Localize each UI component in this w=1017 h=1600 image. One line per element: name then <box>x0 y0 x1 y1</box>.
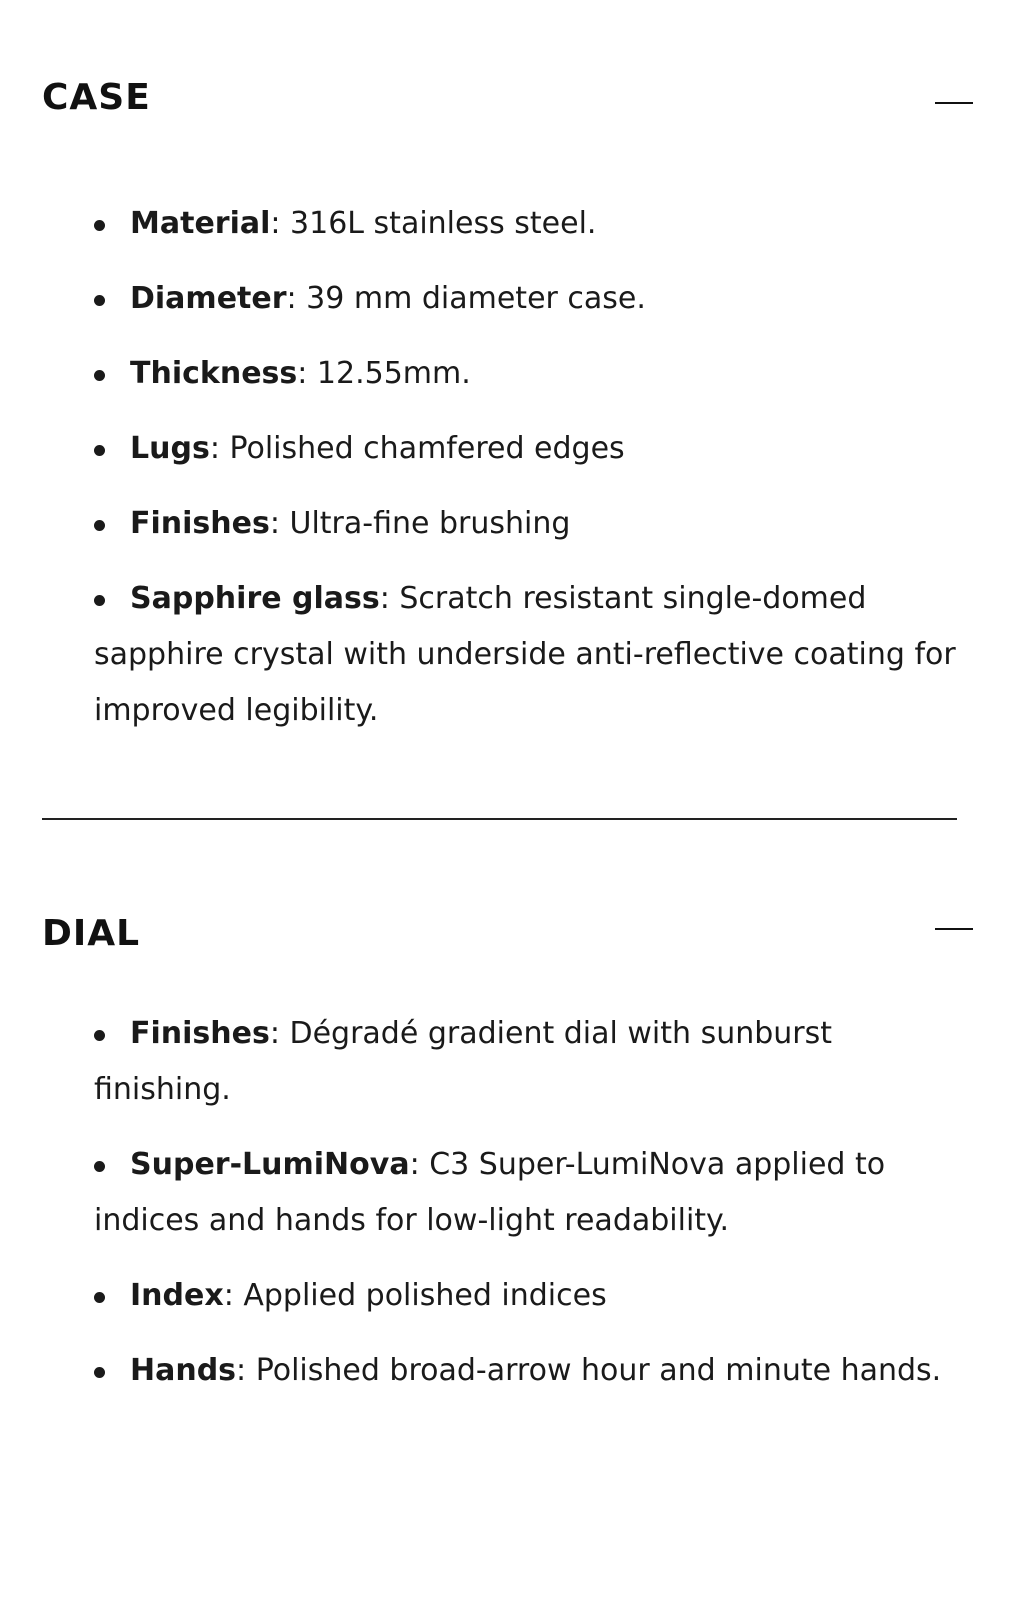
case-section <box>42 0 975 728</box>
spec-key: Index <box>130 1278 224 1313</box>
spec-key: Hands <box>130 1353 237 1388</box>
spec-key: Lugs <box>130 431 210 466</box>
spec-value: : Polished broad-arrow hour and minute hands. <box>236 1353 942 1388</box>
spec-key: Finishes <box>130 506 270 541</box>
spec-item-finishes <box>94 1006 974 1118</box>
spec-key: Thickness <box>130 356 298 391</box>
spec-value: : 12.55mm. <box>297 356 471 391</box>
spec-item-lugs <box>94 421 974 477</box>
section-divider <box>42 818 957 820</box>
dial-collapse-button[interactable] <box>933 914 975 944</box>
case-collapse-button[interactable] <box>933 88 975 118</box>
spec-item-material <box>94 196 974 252</box>
spec-item-thickness <box>94 346 974 402</box>
spec-item-index <box>94 1268 974 1324</box>
spec-value: : 39 mm diameter case. <box>286 281 646 316</box>
dial-section-title: DIAL <box>42 913 141 954</box>
spec-value: : 316L stainless steel. <box>270 206 597 241</box>
spec-value: : Dégradé gradient dial with sunburst finishing. <box>94 1016 833 1107</box>
spec-value: : Scratch resistant single-domed sapphire crystal with underside anti-reflective coating for improved legibility. <box>94 581 956 728</box>
spec-key: Material <box>130 206 271 241</box>
dial-spec-list <box>94 1006 974 1418</box>
spec-item-sapphire-glass <box>94 571 974 739</box>
spec-item-super-luminova <box>94 1137 974 1249</box>
case-section-header[interactable] <box>42 0 975 118</box>
dial-section-header[interactable] <box>42 834 975 954</box>
spec-key: Finishes <box>130 1016 270 1051</box>
spec-value: : Applied polished indices <box>223 1278 607 1313</box>
case-spec-list <box>94 196 974 758</box>
case-section-title: CASE <box>42 77 151 118</box>
spec-value: : C3 Super-LumiNova applied to indices and hands for low-light readability. <box>94 1147 886 1238</box>
spec-key: Diameter <box>130 281 287 316</box>
dial-section <box>42 834 975 1388</box>
spec-key: Super-LumiNova <box>130 1147 410 1182</box>
spec-item-diameter <box>94 271 974 327</box>
spec-key: Sapphire glass <box>130 581 380 616</box>
spec-value: : Polished chamfered edges <box>209 431 625 466</box>
spec-item-hands <box>94 1343 974 1399</box>
minus-icon <box>935 928 973 930</box>
spec-value: : Ultra-fine brushing <box>269 506 571 541</box>
minus-icon <box>935 102 973 104</box>
spec-item-finishes <box>94 496 974 552</box>
